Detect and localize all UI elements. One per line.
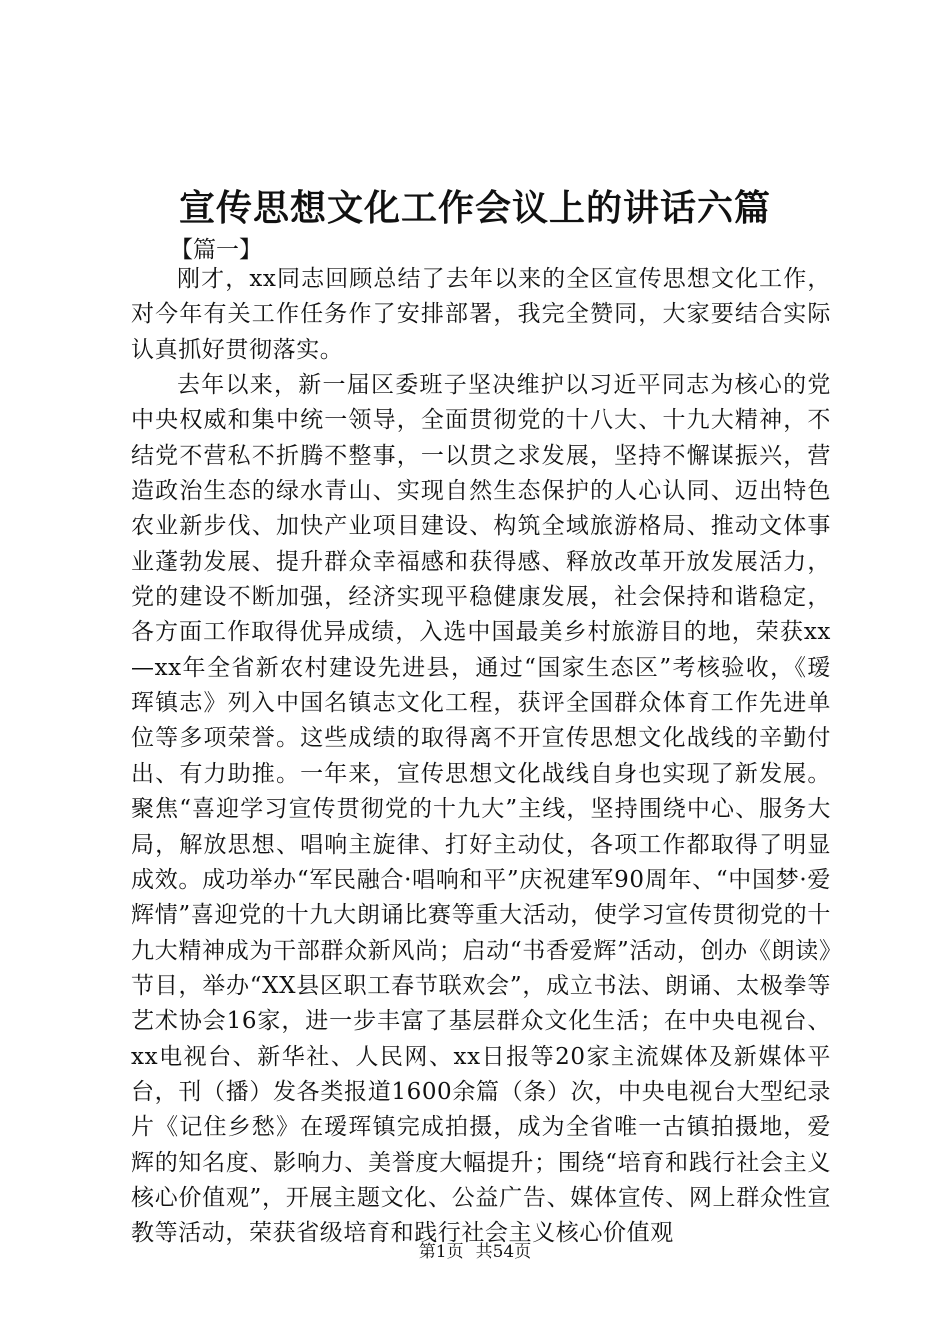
document-body [131,262,831,1252]
page-total: 共54页 [475,1242,532,1262]
page-footer [0,1240,950,1264]
paragraph-2: 去年以来，新一届区委班子坚决维护以习近平同志为核心的党中央权威和集中统一领导，全面贯彻党的十八大、十九大精神，不结党不营私不折腾不整事，一以贯之求发展，坚持不懈谋振兴，营造政治生态的绿水青山、实现自然生态保护的人心认同、迈出特色农业新步伐、加快产业项目建设、构筑全域旅游格局、推动文体事业蓬勃发展、提升群众幸福感和获得感、释放改革开放发展活力，党的建设不断加强，经济实现平稳健康发展，社会保持和谐稳定，各方面工作取得优异成绩，入选中国最美乡村旅游目的地，荣获xx—xx年全省新农村建设先进县，通过“国家生态区”考核验收，《瑷珲镇志》列入中国名镇志文化工程，获评全国群众体育工作先进单位等多项荣誉。这些成绩的取得离不开宣传思想文化战线的辛勤付出、有力助推。一年来，宣传思想文化战线自身也实现了新发展。聚焦“喜迎学习宣传贯彻党的十九大”主线，坚持围绕中心、服务大局，解放思想、唱响主旋律、打好主动仗，各项工作都取得了明显成效。成功举办“军民融合·唱响和平”庆祝建军90周年、“中国梦·爱辉情”喜迎党的十九大朗诵比赛等重大活动，使学习宣传贯彻党的十九大精神成为干部群众新风尚；启动“书香爱辉”活动，创办《朗读》节目，举办“XX县区职工春节联欢会”，成立书法、朗诵、太极拳等艺术协会16家，进一步丰富了基层群众文化生活；在中央电视台、xx电视台、新华社、人民网、xx日报等20家主流媒体及新媒体平台，刊（播）发各类报道1600余篇（条）次，中央电视台大型纪录片《记住乡愁》在瑷珲镇完成拍摄，成为全省唯一古镇拍摄地，爱辉的知名度、影响力、美誉度大幅提升；围绕“培育和践行社会主义核心价值观”，开展主题文化、公益广告、媒体宣传、网上群众性宣教等活动，荣获省级培育和践行社会主义核心价值观 [131,372,831,1247]
section-label: 【篇一】 [170,237,262,263]
page-number: 第1页 [418,1242,464,1262]
paragraph-1: 刚才，xx同志回顾总结了去年以来的全区宣传思想文化工作，对今年有关工作任务作了安排部署，我完全赞同，大家要结合实际认真抓好贯彻落实。 [131,266,831,363]
document-title: 宣传思想文化工作会议上的讲话六篇 [178,187,771,229]
